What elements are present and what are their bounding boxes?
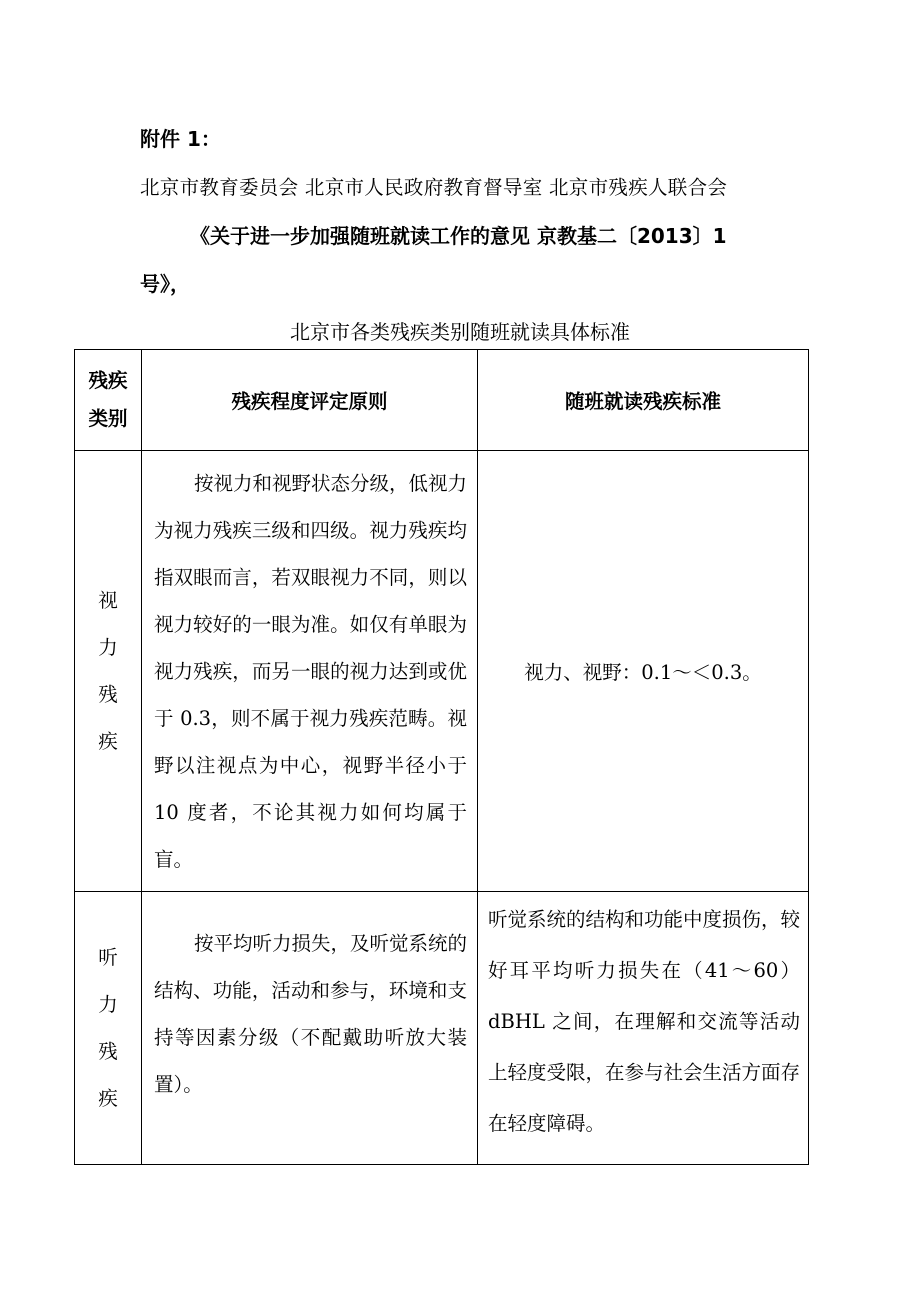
column-header-principle: 残疾程度评定原则 <box>142 350 478 451</box>
category-char: 残 <box>98 683 118 706</box>
standard-cell <box>478 892 809 1165</box>
standard-cell <box>478 451 809 892</box>
table-caption: 北京市各类残疾类别随班就读具体标准 <box>290 320 630 344</box>
attachment-label: 附件 1： <box>140 127 221 151</box>
standard-text: 听觉系统的结构和功能中度损伤，较好耳平均听力损失在（41～60）dBHL 之间，在理解和交流等活动上轻度受限，在参与社会生活方面存在轻度障碍。 <box>488 908 801 1135</box>
category-char: 力 <box>98 993 118 1016</box>
category-char: 疾 <box>98 1087 118 1110</box>
principle-text: 按平均听力损失，及听觉系统的结构、功能，活动和参与，环境和支持等因素分级（不配戴助听放大装置）。 <box>154 932 468 1096</box>
principle-cell <box>142 451 478 892</box>
standard-text: 视力、视野：0.1～＜0.3。 <box>524 661 762 684</box>
category-char: 疾 <box>98 730 118 753</box>
table-row <box>75 892 809 1165</box>
column-header-standard: 随班就读残疾标准 <box>478 350 809 451</box>
column-header-category <box>75 350 142 451</box>
table-header-row <box>75 350 809 451</box>
category-cell <box>75 892 142 1165</box>
table-row <box>75 451 809 892</box>
document-title-line-1: 《关于进一步加强随班就读工作的意见 京教基二〔2013〕1 <box>190 224 727 248</box>
category-char: 视 <box>98 589 118 612</box>
category-char: 力 <box>98 636 118 659</box>
category-char: 残 <box>98 1040 118 1063</box>
standards-table <box>74 349 809 1165</box>
principle-cell <box>142 892 478 1165</box>
column-header-category-line2: 类别 <box>88 407 128 430</box>
principle-text: 按视力和视野状态分级，低视力为视力残疾三级和四级。视力残疾均指双眼而言，若双眼视力不同，则以视力较好的一眼为准。如仅有单眼为视力残疾，而另一眼的视力达到或优于 0.3，则不属于视力残疾范畴。视野以注视点为中心，视野半径小于 10 度者，不论其视力如何均属于盲。 <box>154 471 468 871</box>
category-cell <box>75 451 142 892</box>
issuing-authorities: 北京市教育委员会 北京市人民政府教育督导室 北京市残疾人联合会 <box>140 176 728 199</box>
column-header-category-line1: 残疾 <box>88 369 128 392</box>
document-title-line-2: 号》， <box>140 272 190 296</box>
category-char: 听 <box>98 946 118 969</box>
